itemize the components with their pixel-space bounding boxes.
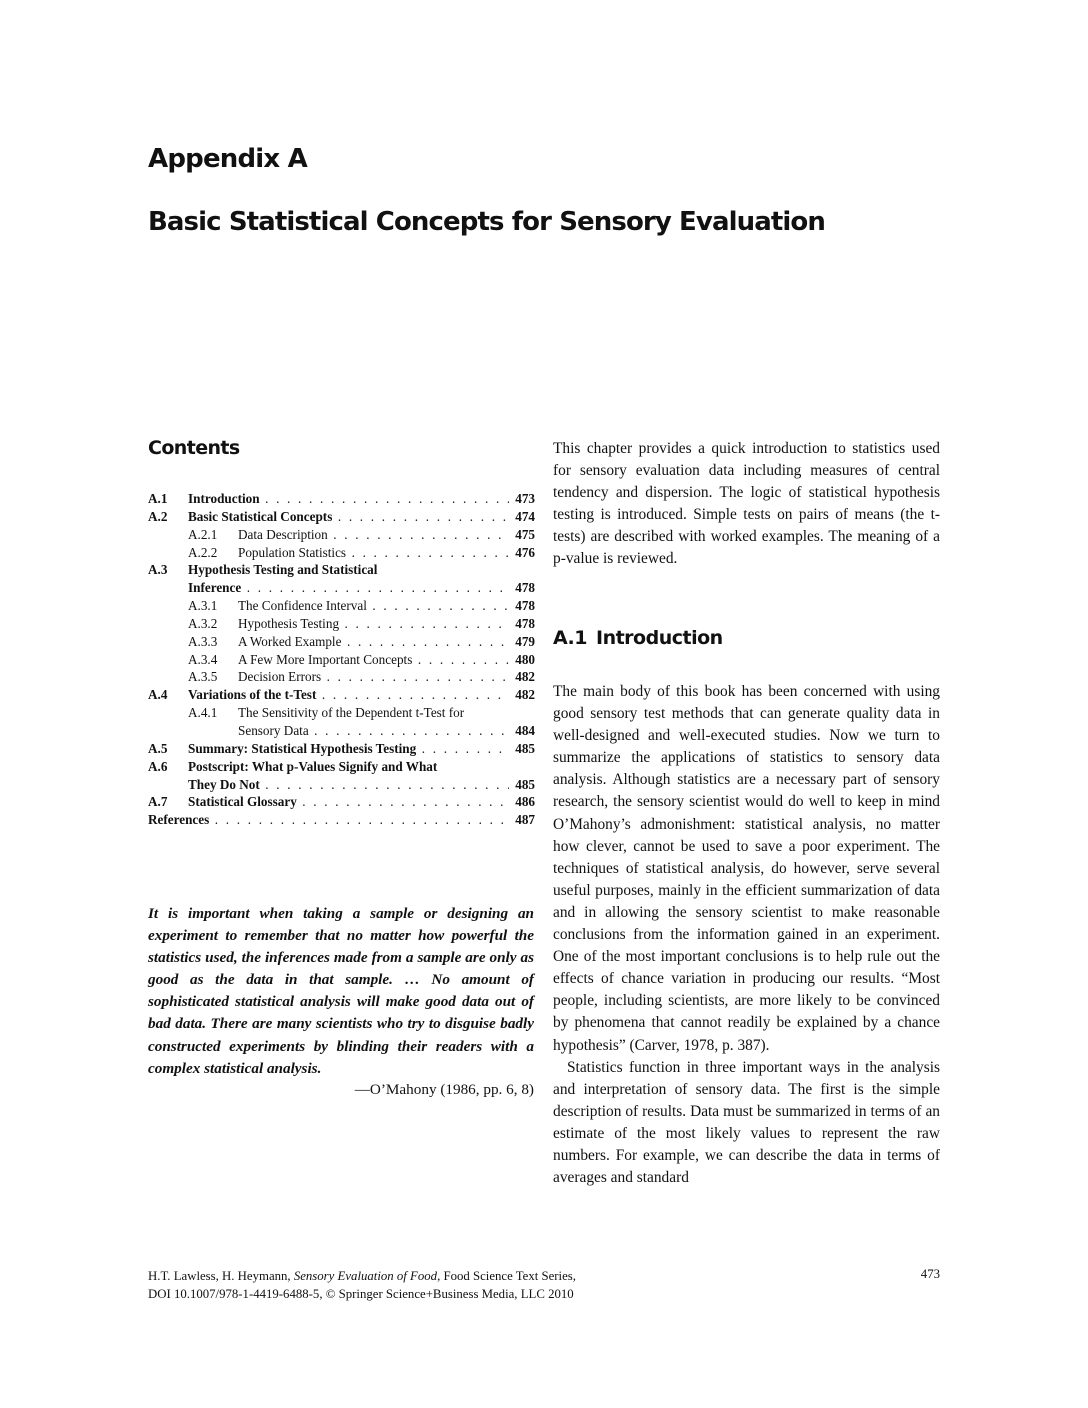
toc-entry[interactable]: [148, 508, 535, 526]
toc-entry-number: A.2: [148, 508, 168, 524]
toc-entry-number: A.7: [148, 794, 168, 810]
toc-entry[interactable]: [148, 526, 535, 544]
toc-entry-title: Population Statistics . . .: [238, 544, 509, 562]
toc-entry-page: 475: [515, 526, 535, 542]
footer-doi: DOI 10.1007/978-1-4419-6488-5, © Springer Science+Business Media, LLC 2010: [148, 1287, 574, 1301]
toc-entry[interactable]: [148, 651, 535, 669]
toc-entry-page: 474: [515, 508, 535, 524]
toc-entry-title: A Worked Example . . .: [238, 633, 509, 651]
toc-entry-number: A.3.3: [188, 633, 218, 649]
toc-entry[interactable]: [148, 704, 535, 722]
toc-entry-number: A.3.5: [188, 669, 218, 685]
toc-entry-number: A.3.1: [188, 598, 218, 614]
toc-entry-page: 482: [515, 669, 535, 685]
toc-entry-number: A.2.1: [188, 526, 218, 542]
toc-entry-title-continued: Sensory Data . . .: [238, 722, 509, 740]
table-of-contents: [148, 490, 535, 829]
toc-entry[interactable]: [148, 597, 535, 615]
toc-entry-title: The Sensitivity of the Dependent t-Test for: [238, 705, 465, 721]
toc-entry-title: A Few More Important Concepts . . .: [238, 651, 509, 669]
toc-entry-page: 480: [515, 651, 535, 667]
toc-entry-continuation[interactable]: [148, 579, 535, 597]
toc-entry-page: 482: [515, 687, 535, 703]
section-title: Introduction: [596, 627, 723, 649]
toc-entry-page: 478: [515, 615, 535, 631]
toc-entry-number: A.3.2: [188, 615, 218, 631]
toc-entry[interactable]: [148, 615, 535, 633]
page-number: 473: [920, 1267, 940, 1281]
toc-entry-number: A.1: [148, 491, 168, 506]
toc-entry-title: Basic Statistical Concepts . . .: [188, 508, 509, 526]
toc-entry-title-continued: Inference . . .: [188, 579, 509, 597]
footer-authors: H.T. Lawless, H. Heymann,: [148, 1269, 294, 1283]
toc-entry-continuation[interactable]: [148, 722, 535, 740]
footer-book-title: Sensory Evaluation of Food: [293, 1269, 438, 1283]
toc-entry[interactable]: [148, 544, 535, 562]
toc-entry-title: Introduction . . .: [188, 490, 509, 508]
toc-entry-title: Statistical Glossary . . .: [188, 793, 509, 811]
toc-entry-title: Hypothesis Testing and Statistical: [188, 562, 378, 578]
toc-entry-title: Summary: Statistical Hypothesis Testing . . .: [188, 740, 509, 758]
toc-entry-page: 476: [515, 544, 535, 560]
toc-entry-page: 473: [515, 491, 535, 506]
toc-entry-number: A.5: [148, 740, 168, 756]
epigraph-attribution: —O’Mahony (1986, pp. 6, 8): [354, 1081, 534, 1098]
body-paragraph: Statistics function in three important ways in the analysis and interpretation of sensory data. The first is the simple description of results. Data must be summarized in terms of an estimate of the most likely values to represent the raw numbers. For example, we can describe the data in terms of averages and standard: [553, 1058, 940, 1187]
toc-entry-page: 486: [515, 794, 535, 810]
toc-entry-references[interactable]: [148, 811, 535, 829]
toc-entry-continuation[interactable]: [148, 776, 535, 794]
section-number: A.1: [553, 627, 587, 649]
toc-entry-page: 487: [515, 812, 535, 828]
toc-entry-page: 478: [515, 598, 535, 614]
toc-entry-title: The Confidence Interval . . .: [238, 597, 509, 615]
epigraph-quote: It is important when taking a sample or designing an experiment to remember that no matter how powerful the statistics used, the inferences made from a sample are only as good as the data in that sample. … No amount of sophisticated statistical analysis will make good data out of bad data. There are many scientists who try to disguise badly constructed experiments by blinding their readers with a complex statistical analysis.: [148, 905, 534, 1077]
toc-entry-title: Variations of the t-Test . . .: [188, 686, 509, 704]
toc-entry-number: A.4.1: [188, 705, 218, 721]
section-heading: [553, 627, 723, 649]
toc-entry-page: 479: [515, 633, 535, 649]
toc-entry-title: Postscript: What p-Values Signify and What: [188, 758, 438, 774]
body-paragraph: The main body of this book has been concerned with using good sensory test methods that can generate quality data in well-designed and well-executed studies. Now we turn to summarize the applications of statistics to sensory data analysis. Although statistics are a necessary part of sensory research, the sensory scientist would do well to keep in mind O’Mahony’s admonishment: statistical analysis, no matter how clever, cannot be used to save a poor experiment. The techniques of statistical analysis, do however, serve several useful purposes, mainly in the efficient summarization of data and in allowing the sensory scientist to make reasonable conclusions from the information gained in an experiment. One of the most important conclusions is to help rule out the effects of chance variation in producing our results. “Most people, including scientists, are more likely to be convinced by phenomena that cannot readily be explained by a chance hypothesis” (Carver, 1978, p. 387).: [553, 683, 940, 1054]
toc-entry-title-continued: They Do Not . . .: [188, 776, 509, 794]
toc-entry-title: Decision Errors . . .: [238, 668, 509, 686]
toc-entry[interactable]: [148, 668, 535, 686]
section-body: [553, 681, 940, 1189]
toc-entry[interactable]: [148, 633, 535, 651]
toc-entry-title: Data Description . . .: [238, 526, 509, 544]
footer-citation-line: [148, 1267, 576, 1285]
toc-entry[interactable]: [148, 490, 535, 508]
toc-entry-page: 478: [515, 580, 535, 596]
toc-entry-number: A.3.4: [188, 651, 218, 667]
contents-heading: Contents: [148, 437, 240, 459]
toc-entry[interactable]: [148, 561, 535, 579]
toc-entry-title: Hypothesis Testing . . .: [238, 615, 509, 633]
page-title: Basic Statistical Concepts for Sensory Evaluation: [148, 207, 825, 237]
footer-series: , Food Science Text Series,: [437, 1269, 576, 1283]
toc-entry-number: A.2.2: [188, 544, 218, 560]
toc-entry-page: 484: [515, 722, 535, 738]
toc-entry-page: 485: [515, 776, 535, 792]
toc-entry-page: 485: [515, 740, 535, 756]
toc-entry[interactable]: [148, 740, 535, 758]
toc-entry[interactable]: [148, 758, 535, 776]
toc-entry[interactable]: [148, 793, 535, 811]
toc-entry[interactable]: [148, 686, 535, 704]
toc-entry-number: A.4: [148, 687, 168, 703]
appendix-label: Appendix A: [148, 144, 307, 174]
chapter-abstract: This chapter provides a quick introduction to statistics used for sensory evaluation data including measures of central tendency and dispersion. The logic of statistical hypothesis testing is introduced. Simple tests on pairs of means (the t-tests) are described with worked examples. The meaning of a p-value is reviewed.: [553, 440, 940, 568]
toc-entry-title: References . . .: [148, 811, 509, 829]
toc-entry-number: A.3: [148, 562, 168, 578]
page-footer-citation: [148, 1267, 576, 1303]
toc-entry-number: A.6: [148, 758, 168, 774]
